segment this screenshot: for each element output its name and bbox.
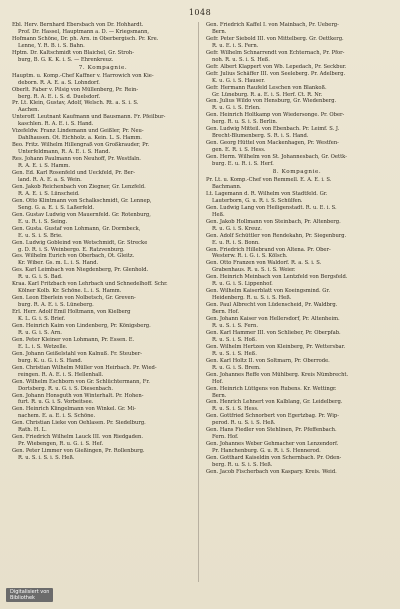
text-line: R. u. G. i. S. Bad. <box>18 274 63 281</box>
text-line: perod. R. u. S. i. S. Heß. <box>212 420 276 427</box>
text-line: Gen. Peter Kleiner von Lohmann, Pr. Essen. E. <box>12 336 135 343</box>
text-line: Vizefeldw. Franz Lindemann und Geißler, Pr. Neu- <box>12 128 144 135</box>
text-line: herg. R. u. S. i. S. Berlin. <box>212 119 278 126</box>
text-line: Gen. Heinrich Meinbach von Lentzfeld von Bergsfeld. <box>206 274 348 281</box>
text-line: Seng. G. a. E. i. S. Laßerfeld. <box>18 204 95 211</box>
text-line: noh. R. u. S. i. S. Heß. <box>212 56 270 63</box>
text-line: Gen. Henrich Lehnert von Kalblang, Gr. Leidelberg. <box>206 399 343 406</box>
text-line: Gen. Otto Franzen von Waldorf. R. a. S. i. S. <box>206 260 322 267</box>
text-line: Erl. Herr. Adolf Emil Holtmann, von Kielberg <box>12 309 131 316</box>
text-line: Bern. <box>212 28 227 35</box>
text-line: deborn. R. A. E. a. S. Lohndorf. <box>18 79 100 86</box>
section-heading: 7. Kompagnie. <box>78 64 128 71</box>
text-line: Kölner Kolb. Kr. Schöne. L. i. S. Hamm. <box>18 288 122 295</box>
text-line: Lenne, Y. R. B. i. S. Bahn. <box>18 42 85 49</box>
text-line: E. u. R. i. S. Bonn. <box>212 239 260 246</box>
text-line: Dortsberg. R. u. G. i. S. Diesenbach. <box>18 385 113 392</box>
text-line: Unteroff. Leutnant Kaufmann und Bausmann. Fr. Pfeilbur- <box>12 114 166 121</box>
text-line: Gen. Wilhelm Eschborn von Gr. Schlüchtermann, Fr. <box>12 378 150 385</box>
text-line: Pr. Lt. Klein, Gustav, Adolf, Welsch. Rt. a. S. i. S. <box>12 100 139 107</box>
text-line: Gen. Johann Honsguth von Winterhalt. Pr. Hohen- <box>12 392 144 399</box>
text-line: K. u. G. i. S. Hauser. <box>212 77 265 84</box>
text-line: Gen. Hans Fiedler von Stehlinen, Pr. Pfeffenbach. <box>206 427 337 434</box>
text-line: Gen. Johann Geißelstahl von Kalnuß. Fr. Steuber- <box>12 350 142 357</box>
text-line: reingen. R. A. E. i. S. Hellenhall. <box>18 371 104 378</box>
text-line: Gen. Ludwig Lang von Heiligenstadt. R. u. E. i. S. <box>206 204 337 211</box>
text-line: Kr. Wiber. Gs. m. L. i. S. Hand. <box>18 260 99 267</box>
text-line: Gefr. Hermann Raufeld Leschen von Blankoß. <box>206 84 327 91</box>
text-line: Ges. Karl Leimbach von Niegdenberg, Pr. Glenhold. <box>12 267 149 274</box>
text-line: R. u. S. i. S. Hoß. <box>212 336 257 343</box>
text-line: Grabenhaus. R. u. S. i. S. Weier. <box>212 267 296 274</box>
text-line: Gen. Friedrich Wilhelm Lauck III. von Riedgaden. <box>12 434 144 441</box>
text-line: R. u. G. i. S. Erlen. <box>212 105 261 112</box>
section-heading: 8. Kompagnie. <box>272 169 322 176</box>
text-line: berg. R. u. S. i. S. Heß. <box>212 462 273 469</box>
text-line: Unterfeldmann, R. A. E. i. S. Hand. <box>18 149 111 156</box>
text-line: burg. K. u. G. i. S. Hand. <box>18 357 83 364</box>
right-column <box>206 22 388 476</box>
text-line: R. u. G. i. S. Arn. <box>18 329 62 336</box>
text-line: nachem. E. a. E. i. S. Schöne. <box>18 413 96 420</box>
text-line: Gen. Heinrich Klingelmann von Winkel. Gr. Mi- <box>12 406 136 413</box>
text-line: Heß. <box>212 211 225 218</box>
text-line: Kraa. Karl Fritzbach von Lehrbach und Schnedelhoff. Schr. <box>12 281 168 288</box>
text-line: Lt. Lagemann d. R. Wilhelm von Stadtfeld. Gr. <box>206 190 328 197</box>
text-line: Gen. Karl Holtz II. von Soltmarn, Pr. Oberrode. <box>206 357 330 364</box>
text-line: burg, B. G. K. K. i. S. — Ehrenkreuz. <box>18 56 114 63</box>
text-line: E. u. S. i. S. Brie. <box>18 232 63 239</box>
text-line: Gen. Gusta. Gustaf von Lohmann, Gr. Dormbeck, <box>12 225 141 232</box>
text-line: K. L. G. i. S. Brief. <box>18 316 66 323</box>
text-line: Gen. Gottfried Schnorbert von Egertzbag. Pr. Wip- <box>206 413 339 420</box>
text-line: Brecht-Blumenberg. S. R. i. S. Hand. <box>212 133 309 140</box>
text-line: Ges. Wilhelm Eurich von Oberbach, Ot. Gleitz. <box>12 253 135 260</box>
text-line: Gen. Heinrich Lüttgens von Rubens. Kr. Wettingr. <box>206 385 337 392</box>
text-line: Gr. Lüneburg. R. a. E. i. S. Herf. Ct. R. Nr. <box>212 91 323 98</box>
text-line: Gen. Ludwig Mitteil. von Ebenbach. Pr. Leimf. S. J. <box>206 126 340 133</box>
text-line: R. u. G. i. S. Kreuz. <box>212 225 262 232</box>
text-line: Res. Johann Paulmann von Neuhoff, Pr. Westfaln. <box>12 156 141 163</box>
text-line: R. u. S. i. S. Fern. <box>212 322 258 329</box>
text-line: Prof. Dr. Hassel, Hauptmann a. D. — Kriegsmann, <box>18 28 150 35</box>
text-line: Gefr. Albert Klappert von Wb. Lepedach, Pr. Seckbur. <box>206 63 347 70</box>
text-line: Hof. <box>212 378 224 385</box>
text-line: Gen. Gustav Ludwig von Mauernfeld. Gr. Rotenburg, <box>12 211 151 218</box>
text-line: burg. R. A. E. i. S. Lüneberg. <box>18 302 94 309</box>
text-line: Gen. Heinrich Holtkamp von Wiedersonge. Pr. Ober- <box>206 112 345 119</box>
text-line: Gen. Otto Klintmann von Schalkschmidt, Gr. Lennep, <box>12 197 152 204</box>
column-divider <box>198 22 199 582</box>
text-line: R. u. E. i. S. Fern. <box>212 42 259 49</box>
text-line: Gen. Paul Albrecht von Lüdenscheid, Pr. Waldbrg. <box>206 302 338 309</box>
text-line: Gen. Georg Hüttel von Mackenhagen, Pr. Westfen- <box>206 140 339 147</box>
text-line: E. u. R. i. S. Seing. <box>18 218 68 225</box>
text-line: Heidenberg. R. u. S. i. S. Heß. <box>212 295 292 302</box>
text-line: Pr. Wiebengen, R. u. G. i. S. Hef. <box>18 441 104 448</box>
text-line: Gen. Adolf Schüttler von Rendekahn, Pr. Siegenburg. <box>206 232 347 239</box>
text-line: R. u. S. i. S. i. S. Heß. <box>18 455 75 462</box>
text-line: Gen. Christian Lieke von Oehlasen. Pr. Siedelburg. <box>12 420 146 427</box>
text-line: Gen. Julius Wildo von Hensburg, Gr. Wiedenberg. <box>206 98 337 105</box>
text-line: Gen. Friedrich Kaffel I. von Mainbach, Pr. Ueberg- <box>206 22 339 28</box>
text-line: Pr. Hanchenburg. G. u. R. i. S. Hennerod. <box>212 448 321 455</box>
text-line: Gen. Karl Hammer III. von Schlieber, Pr. Oberpfab. <box>206 329 341 336</box>
text-line: R. u. S. i. S. Hess. <box>212 406 259 413</box>
text-line: Ebl. Herv. Bernhard Ebersbach von Dr. Hohhardt. <box>12 22 144 28</box>
text-line: Gen. Jacob Fischerbach von Kaspary. Kreis. Weid. <box>206 469 337 475</box>
text-line: E. L. i. S. Wetzelle. <box>18 343 68 350</box>
text-line: Gen. Friedrich Hillebrand von Altena. Pr. Ober- <box>206 246 331 253</box>
text-line: Gefr. Peter Siebold III. von Mittelberg. Gr. Oettkerg. <box>206 35 344 42</box>
text-line: R. A. E. i. S. Hamm. <box>18 163 71 170</box>
text-line: Bachmann. <box>212 183 242 190</box>
text-line: Rath. H. L. <box>18 427 47 434</box>
text-line: gen. E. R. i. S. Hess. <box>212 147 266 154</box>
text-line: g. D. R. i. S. Weinbergo. E. Ratzvenburg. <box>18 246 125 253</box>
text-line: Gen. Heinrich Kaim von Lindenberg, Pr. Königsberg. <box>12 322 151 329</box>
text-line: Gefr. Wilhelm Schnarrendt von Echternach, Pr. Pfor- <box>206 49 345 56</box>
text-line: Gen. Jakob Hollmann von Steinbach, Pr. Altenberg. <box>206 218 341 225</box>
page-number: 1048 <box>188 8 212 17</box>
text-line: R. A. E. i. S. Lünscheid. <box>18 190 80 197</box>
text-line: Gen. Johannes Reffe von Mühlberg. Kreis Nümbrecht. <box>206 371 349 378</box>
text-line: R. u. G. i. S. Brem. <box>212 364 261 371</box>
text-line: R. u. G. i. S. Lippenhof. <box>212 281 273 288</box>
text-line: Gen. Johannes Weber Gehmacher von Lenzendorf. <box>206 441 339 448</box>
text-line: Gen. Peter Limmer von Gießingen, Pr. Rollenburg. <box>12 448 145 455</box>
text-line: Gen. Herm. Wilhelm von St. Johannesbach, Gr. Oettk- <box>206 154 347 161</box>
text-line: Gen. Wilhelm Hertzen von Kleinberg, Pr. Wettersbar. <box>206 343 346 350</box>
text-line: Gen. Gotthard Kaiseldin von Schernbach. Pr. Oden- <box>206 455 342 462</box>
text-line: berg. R. A. E. i. S. d. Duelsdorf. <box>18 93 101 100</box>
text-line: kaschlen. R. A. E. i. S. Hand. <box>18 121 94 128</box>
text-line: burg. E. u. R. i. S. Herf. <box>212 161 274 168</box>
text-line: Hofmann Schöne, Dr. ph. Arn. in Oberbergisch. Pr. Kre. <box>12 35 159 42</box>
text-line: Beo. Fritz. Wilhelm Hillengraß von Großkrauder, Pr. <box>12 142 150 149</box>
text-line: Gen. Ludwig Gobleind von Wetschmidt, Gr. Strecke <box>12 239 148 246</box>
text-line: land. R. A. E. a. S. Wein. <box>18 176 82 183</box>
text-line: Oberlt. Faber v. Pilsig von Müllenberg, Pr. Rein- <box>12 86 139 93</box>
text-line: Pr. Lt. u. Komp.-Chef von Remmell. E. A. E. i. S. <box>206 176 332 183</box>
text-line: Aachen. <box>18 107 40 114</box>
text-line: Bern. <box>212 392 227 399</box>
text-line: Westerw. R. i. G. i. S. Kölsch. <box>212 253 288 260</box>
text-line: Gefr. Julius Schäffer III. von Seeleberg. Pr. Adelberg. <box>206 70 346 77</box>
text-line: Gen. Jakob Reichenbach von Ziegner, Gr. Lenzfeld. <box>12 183 146 190</box>
text-line: Lauterborn, G. u. R. i. S. Schülfen. <box>212 197 303 204</box>
text-line: Gen. Leon Eberlein von Nolbetsch, Gr. Greven- <box>12 295 136 302</box>
text-line: Hauptm. u. Komp.-Chef Kaffner v. Harrowich von Kie- <box>12 72 154 79</box>
text-line: Gen. Christian Wilhelm Müller von Heirbach. Pr. Wied- <box>12 364 157 371</box>
text-line: Gen. Ed. Karl Rosenfeld und Ueckfeld, Pr. Ber- <box>12 170 135 177</box>
text-line: Fern. Hof. <box>212 434 239 441</box>
text-line: Gen. Wilhelm Kaiserblatt von Koeingsmind. Gr. <box>206 288 330 295</box>
text-line: R. u. S. i. S. Heß. <box>212 350 257 357</box>
text-line: Dahlhausen. Ot. Eichholz. a. Kein. L. S. Hamm. <box>18 135 142 142</box>
text-line: Gen. Johann Kaiser von Hellersdorf, Pr. Altenheim. <box>206 316 340 323</box>
text-line: Bern. Hof. <box>212 309 240 316</box>
left-column <box>12 22 194 462</box>
digitization-logo: Digitalisiert von Bibliothek <box>6 588 53 602</box>
text-line: furt. R. u. G. i. S. Vorbeitsee. <box>18 399 94 406</box>
text-line: Hptm. Dr. Kaltschmidt von Blaichel, Gr. Stroh- <box>12 49 134 56</box>
